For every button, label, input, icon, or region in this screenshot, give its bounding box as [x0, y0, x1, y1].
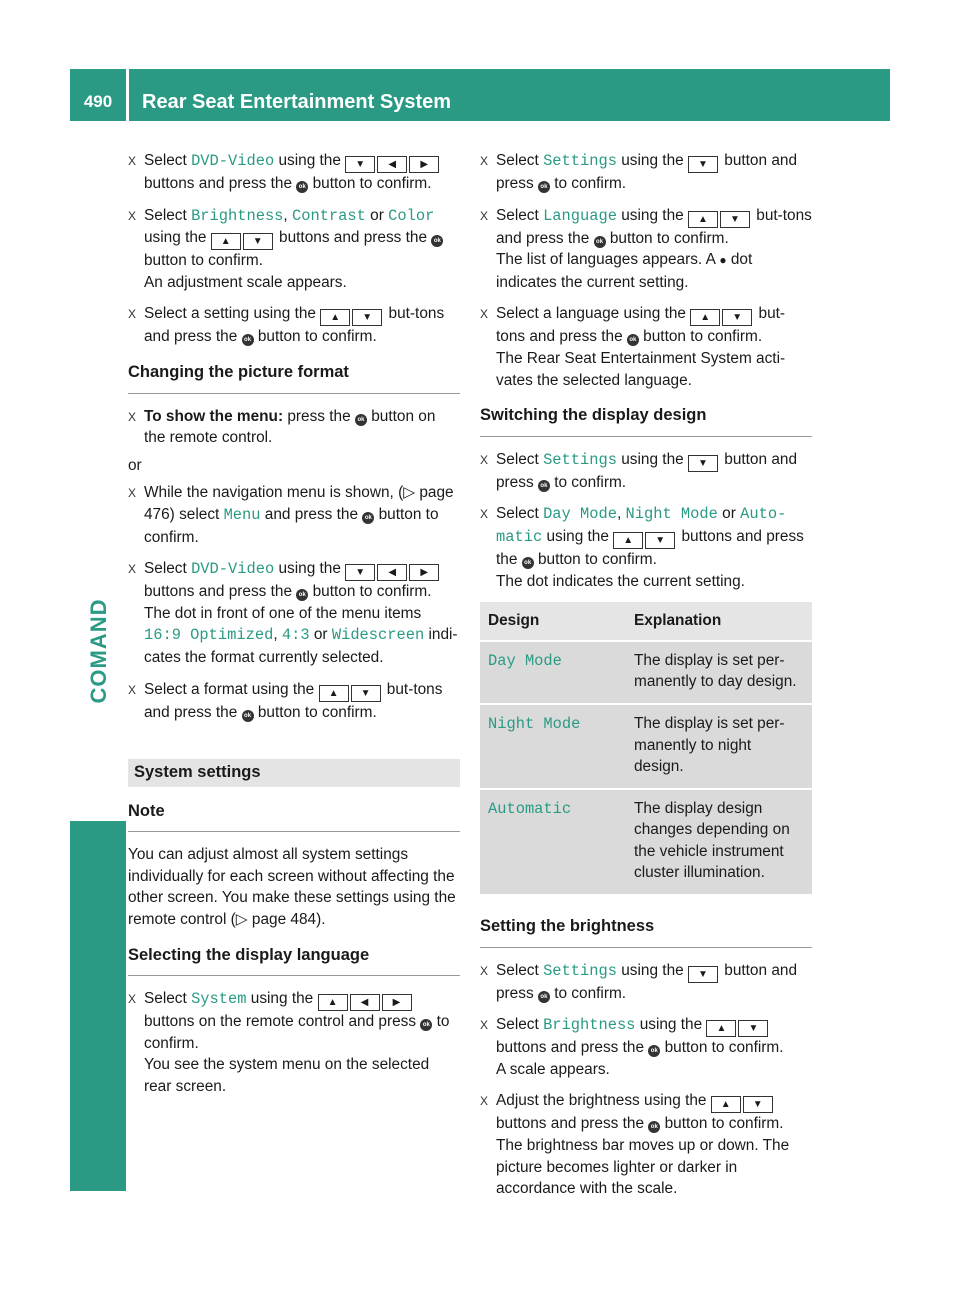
step-text: An adjustment scale appears. [144, 273, 347, 291]
ok-button-icon: ok [355, 414, 367, 426]
menu-item-code: Widescreen [331, 626, 425, 645]
step [480, 150, 812, 195]
step [128, 205, 460, 294]
step-text: using the [616, 961, 688, 979]
step [480, 503, 812, 592]
up-key-icon: ▲ [613, 532, 643, 549]
step-text: button to confirm. [660, 1039, 784, 1057]
step-arrow-icon: X [480, 154, 489, 168]
step-text: to confirm. [549, 473, 627, 491]
step-text: using the [616, 152, 688, 169]
step [128, 406, 460, 449]
step-text: but-tons and press the [496, 305, 786, 346]
menu-item-code: Night Mode [625, 505, 718, 524]
up-key-icon: ▲ [711, 1096, 741, 1113]
step-text: While the navigation menu is shown, ( [144, 484, 404, 502]
step [128, 482, 460, 548]
menu-item-code: Settings [543, 961, 617, 980]
left-key-icon: ◀ [377, 564, 407, 581]
step-text: press the [283, 407, 355, 425]
step-text: buttons and press the [144, 583, 297, 601]
ok-button-icon: ok [296, 181, 308, 193]
step-arrow-icon: X [480, 507, 489, 522]
step-text: A scale appears. [496, 1060, 610, 1078]
step-text: Select a language using the [496, 305, 691, 323]
menu-item-code: System [191, 990, 247, 1009]
step-text: button to confirm. [253, 703, 377, 721]
step-text: Select [496, 961, 544, 979]
step-text: Select [144, 206, 192, 224]
step-text: button to confirm. [308, 583, 432, 601]
step-text: button to confirm. [308, 175, 432, 192]
menu-item-code: Day Mode [488, 651, 562, 670]
step [480, 960, 812, 1005]
step-text: using the [635, 1016, 707, 1034]
table-cell-design [480, 641, 626, 704]
step-text: button and press [496, 450, 798, 491]
step [128, 150, 460, 195]
up-key-icon: ▲ [320, 309, 350, 326]
step-text: and press the [260, 505, 363, 523]
step-arrow-icon: X [128, 154, 137, 168]
section-heading: Changing the picture format [128, 362, 460, 394]
down-key-icon: ▼ [352, 309, 382, 326]
step-text: Select [496, 450, 544, 468]
step-arrow-icon: X [480, 452, 489, 467]
step-text: button and press [496, 961, 798, 1002]
step-text: using the [274, 152, 346, 169]
menu-item-code: Language [543, 206, 617, 225]
step-text: Adjust the brightness using the [496, 1092, 711, 1110]
step-text: , [273, 626, 282, 644]
step [128, 679, 460, 724]
table-cell-explanation: The display is set per-manently to day design. [626, 641, 812, 704]
design-table [480, 602, 812, 896]
step-text: button to confirm. [253, 328, 377, 346]
table-header-row [480, 602, 812, 641]
menu-item-code: 16:9 Optimized [144, 626, 274, 645]
step-text: or [365, 206, 389, 224]
table-row [480, 704, 812, 789]
ok-button-icon: ok [648, 1045, 660, 1057]
table-header-design: Design [480, 602, 626, 641]
up-key-icon: ▲ [211, 233, 241, 250]
step-text: Select [496, 505, 544, 523]
step-text: page 476) select [144, 484, 454, 523]
menu-item-code: Brightness [191, 206, 284, 225]
header-divider [126, 69, 129, 121]
table-cell-design [480, 704, 626, 789]
step-text: The list of languages appears. A [496, 251, 720, 269]
step-text: button to confirm. [533, 550, 657, 568]
step-text: indi-cates the format currently selected. [144, 626, 458, 666]
step [480, 303, 812, 391]
ok-button-icon: ok [538, 181, 550, 193]
step-text: button to confirm. [660, 1115, 784, 1133]
section-band: System settings [128, 759, 460, 787]
step-arrow-icon: X [480, 1018, 489, 1033]
section-heading: Note [128, 801, 460, 833]
ok-button-icon: ok [242, 334, 254, 346]
step-text: button to confirm. [638, 328, 763, 346]
down-key-icon: ▼ [243, 233, 273, 250]
down-key-icon: ▼ [345, 564, 375, 581]
step-text: You see the system menu on the selected rear screen. [144, 1056, 430, 1096]
menu-item-code: Settings [543, 152, 617, 170]
up-key-icon: ▲ [688, 211, 718, 228]
down-key-icon: ▼ [688, 455, 718, 472]
step-arrow-icon: X [128, 486, 137, 501]
side-tab-label-wrap [84, 591, 114, 711]
up-key-icon: ▲ [690, 309, 720, 326]
step-text: button to confirm. [605, 229, 729, 247]
down-key-icon: ▼ [351, 685, 381, 702]
left-key-icon: ◀ [377, 156, 407, 173]
step-text: but-tons and press the [144, 680, 443, 721]
up-key-icon: ▲ [319, 685, 349, 702]
step-text: buttons and press the [496, 1039, 649, 1057]
step-text: using the [542, 527, 614, 545]
step-arrow-icon: X [128, 208, 137, 223]
menu-item-code: Menu [223, 505, 261, 524]
up-key-icon: ▲ [318, 994, 348, 1011]
left-key-icon: ◀ [350, 994, 380, 1011]
step-text: using the [246, 990, 318, 1008]
step-text: using the [616, 450, 688, 468]
side-tab [70, 121, 126, 1191]
step-text: or [309, 626, 332, 644]
step-text: buttons on the remote control and press [144, 1013, 421, 1031]
step-text: buttons and press the [144, 175, 297, 192]
page-ref-icon: ▷ [403, 484, 416, 502]
menu-item-code: Automatic [488, 799, 572, 818]
down-key-icon: ▼ [688, 966, 718, 983]
step-text: button on the remote control. [144, 407, 436, 447]
step-text: Select a format using the [144, 680, 319, 698]
step-arrow-icon: X [128, 992, 137, 1007]
table-header-explanation: Explanation [626, 602, 812, 641]
page-header [70, 69, 890, 121]
menu-item-code: Color [388, 206, 435, 225]
side-tab-label: COMAND [86, 598, 111, 704]
step-text: using the [616, 206, 688, 224]
ok-button-icon: ok [362, 512, 374, 524]
step-text: to confirm. [144, 1013, 450, 1052]
step-text: Select [496, 1016, 544, 1034]
section-heading: Switching the display design [480, 405, 812, 437]
step-arrow-icon: X [480, 1094, 489, 1109]
step-arrow-icon: X [480, 307, 489, 322]
section-heading: Setting the brightness [480, 916, 812, 948]
menu-item-code: DVD-Video [191, 152, 275, 170]
menu-item-code: DVD-Video [191, 560, 275, 579]
step-text: dot indicates the current setting. [496, 251, 753, 291]
ok-button-icon: ok [431, 235, 443, 247]
step-text: button and press [496, 152, 798, 192]
down-key-icon: ▼ [720, 211, 750, 228]
step-text: buttons and press the [496, 527, 804, 568]
step-text: Select [144, 990, 192, 1008]
or-text: or [128, 456, 142, 474]
step-text: button to confirm. [144, 505, 439, 546]
menu-item-code: Day Mode [543, 505, 617, 524]
step-text: Select [496, 152, 544, 169]
ok-button-icon: ok [538, 991, 550, 1003]
down-key-icon: ▼ [688, 156, 718, 173]
step-bold-label: To show the menu: [144, 407, 284, 425]
table-row [480, 789, 812, 895]
down-key-icon: ▼ [345, 156, 375, 173]
right-key-icon: ▶ [382, 994, 412, 1011]
menu-item-code: Auto-matic [496, 505, 787, 546]
step-text: button to confirm. [144, 252, 263, 270]
step [480, 1090, 812, 1199]
step-text: The Rear Seat Entertainment System acti-vates the selected language. [496, 349, 786, 389]
right-key-icon: ▶ [409, 156, 439, 173]
step-text: or [717, 505, 741, 523]
ok-button-icon: ok [594, 236, 606, 248]
down-key-icon: ▼ [645, 532, 675, 549]
step-text: but-tons and press the [144, 305, 445, 346]
side-tab-marker [70, 821, 126, 1191]
step-arrow-icon: X [128, 682, 137, 697]
menu-item-code: Night Mode [488, 714, 581, 733]
step-arrow-icon: X [128, 409, 137, 424]
left-column [128, 150, 460, 1108]
step [480, 449, 812, 494]
step-text: buttons and press the [274, 229, 432, 247]
step-text: to confirm. [549, 175, 627, 192]
table-cell-design [480, 789, 626, 895]
step-text: , [616, 505, 626, 523]
step-arrow-icon: X [128, 562, 137, 577]
menu-item-code: 4:3 [281, 626, 310, 645]
step [128, 988, 460, 1097]
section-heading: Selecting the display language [128, 945, 460, 977]
step-text: using the [274, 560, 346, 578]
page-title: Rear Seat Entertainment System [142, 91, 452, 113]
ok-button-icon: ok [538, 480, 550, 492]
dot-icon: ● [719, 253, 727, 268]
step-text: Select [144, 560, 192, 578]
page-number: 490 [83, 92, 113, 111]
ok-button-icon: ok [627, 334, 639, 346]
ok-button-icon: ok [648, 1121, 660, 1133]
menu-item-code: Brightness [543, 1016, 636, 1035]
step-text: , [283, 206, 292, 224]
step [128, 558, 460, 668]
ok-button-icon: ok [296, 589, 308, 601]
step-text: Select a setting using the [144, 305, 321, 323]
down-key-icon: ▼ [722, 309, 752, 326]
step-text: to confirm. [549, 984, 627, 1002]
note-paragraph: You can adjust almost all system settings individually for each screen without affecting the other screen. You make these settings using the remote control (▷ page 484). [128, 846, 456, 929]
up-key-icon: ▲ [706, 1020, 736, 1037]
step-text: using the [144, 229, 211, 247]
ok-button-icon: ok [522, 557, 534, 569]
step [480, 1014, 812, 1080]
down-key-icon: ▼ [743, 1096, 773, 1113]
menu-item-code: Contrast [291, 206, 366, 225]
right-key-icon: ▶ [409, 564, 439, 581]
step-text: buttons and press the [496, 1115, 649, 1133]
table-row [480, 641, 812, 704]
table-cell-explanation: The display is set per-manently to night design. [626, 704, 812, 789]
step-arrow-icon: X [480, 208, 489, 223]
table-cell-explanation: The display design changes depending on the vehicle instrument cluster illumination. [626, 789, 812, 895]
menu-item-code: Settings [543, 450, 617, 469]
right-column [480, 150, 812, 1210]
ok-button-icon: ok [242, 710, 254, 722]
ok-button-icon: ok [420, 1019, 432, 1031]
step-arrow-icon: X [128, 307, 137, 322]
step-text: The dot in front of one of the menu items [144, 604, 422, 622]
step-text: The brightness bar moves up or down. The picture becomes lighter or darker in accordance with the scale. [496, 1137, 790, 1198]
step-text: The dot indicates the current setting. [496, 572, 745, 590]
step-text: Select [496, 206, 544, 224]
down-key-icon: ▼ [738, 1020, 768, 1037]
step [128, 303, 460, 348]
step-text: but-tons and press the [496, 206, 812, 247]
step-arrow-icon: X [480, 963, 489, 978]
step-text: Select [144, 152, 192, 169]
step [480, 205, 812, 294]
